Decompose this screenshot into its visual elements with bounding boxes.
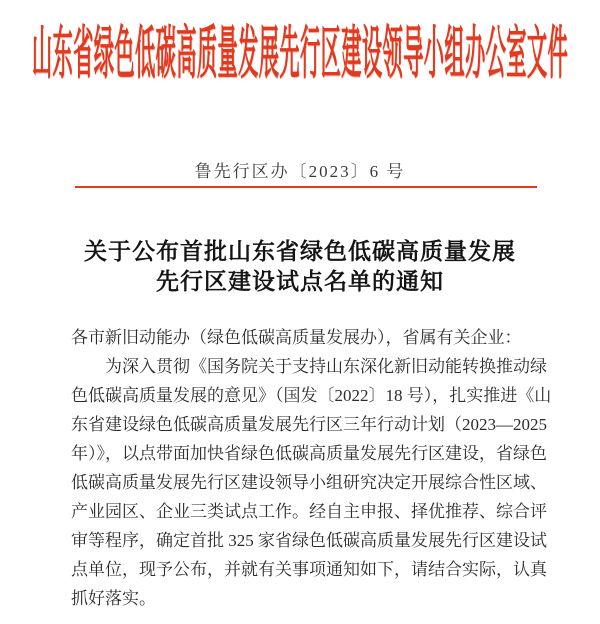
document-title — [0, 237, 600, 297]
body-line: 点单位，现予公布，并就有关事项通知如下，请结合实际，认真 — [71, 560, 547, 579]
document-title-line-1: 关于公布首批山东省绿色低碳高质量发展 — [84, 239, 516, 264]
body-line: 审等程序，确定首批 325 家省绿色低碳高质量发展先行区建设试 — [71, 531, 547, 550]
document-header-banner: 山东省绿色低碳高质量发展先行区建设领导小组办公室文件 — [31, 20, 569, 85]
body-line: 为深入贯彻《国务院关于支持山东深化新旧动能转换推动绿 — [105, 357, 547, 376]
document-title-line-2: 先行区建设试点名单的通知 — [156, 269, 444, 294]
body-line: 年）》，以点带面加快省绿色低碳高质量发展先行区建设，省绿色 — [71, 444, 547, 463]
body-line: 抓好落实。 — [71, 589, 156, 608]
document-header-banner-wrap — [0, 8, 600, 88]
body-line: 色低碳高质量发展的意见》（国发〔2022〕18 号），扎实推进《山 — [71, 386, 552, 405]
body-line: 东省建设绿色低碳高质量发展先行区三年行动计划（2023—2025 — [71, 415, 547, 434]
body-line: 产业园区、企业三类试点工作。经自主申报、择优推荐、综合评 — [71, 502, 547, 521]
body-line: 低碳高质量发展先行区建设领导小组研究决定开展综合性区域、 — [71, 473, 547, 492]
document-body — [71, 323, 561, 613]
body-line: 各市新旧动能办（绿色低碳高质量发展办），省属有关企业： — [71, 328, 522, 347]
document-number: 鲁先行区办〔2023〕6 号 — [194, 162, 406, 181]
red-divider-rule — [75, 186, 537, 188]
